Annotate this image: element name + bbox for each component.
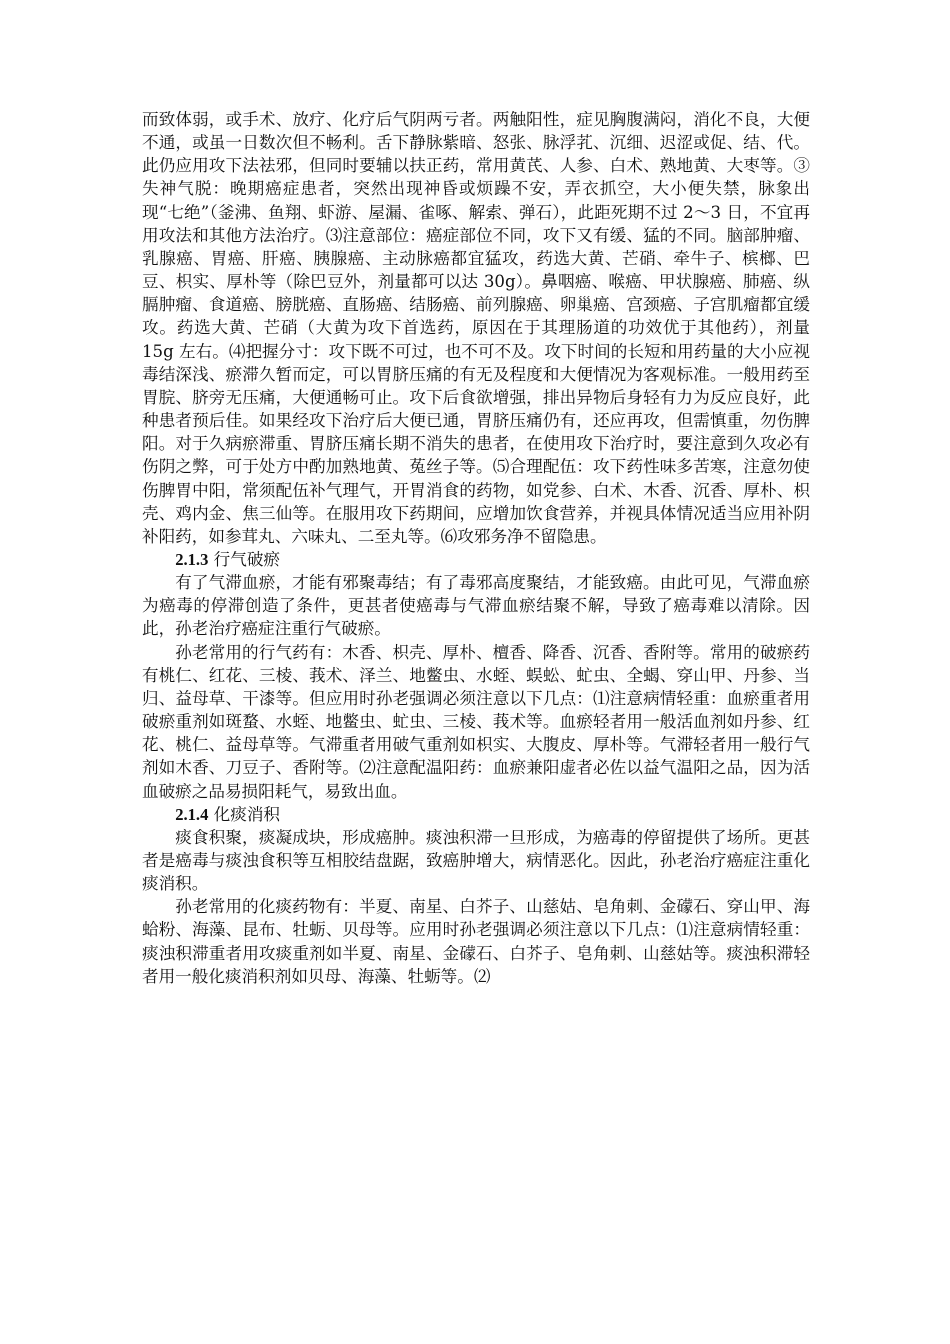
document-page: [142, 108, 810, 988]
paragraph-continued: 而致体弱，或手术、放疗、化疗后气阴两亏者。两触阳性，症见胸腹满闷，消化不良，大便不通，或虽一日数次但不畅利。舌下静脉紫暗、怒张、脉浮芤、沉细、迟涩或促、结、代。此仍应用攻下法祛邪，但同时要辅以扶正药，常用黄芪、人参、白术、熟地黄、大枣等。③失神气脱：晚期癌症患者，突然出现神昏或烦躁不安，弄衣抓空，大小便失禁，脉象出现“七绝”（釜沸、鱼翔、虾游、屋漏、雀啄、解索、弹石），此距死期不过 2～3 日，不宜再用攻法和其他方法治疗。⑶注意部位：癌症部位不同，攻下又有缓、猛的不同。脑部肿瘤、乳腺癌、胃癌、肝癌、胰腺癌、主动脉癌都宜猛攻，药选大黄、芒硝、牵牛子、槟榔、巴豆、枳实、厚朴等（除巴豆外，剂量都可以达 30g）。鼻咽癌、喉癌、甲状腺癌、肺癌、纵膈肿瘤、食道癌、膀胱癌、直肠癌、结肠癌、前列腺癌、卵巢癌、宫颈癌、子宫肌瘤都宜缓攻。药选大黄、芒硝（大黄为攻下首选药，原因在于其理肠道的功效优于其他药），剂量 15g 左右。⑷把握分寸：攻下既不可过，也不可不及。攻下时间的长短和用药量的大小应视毒结深浅、瘀滞久暂而定，可以胃脐压痛的有无及程度和大便情况为客观标准。一般用药至胃脘、脐旁无压痛，大便通畅可止。攻下后食欲增强，排出异物后身轻有力为反应良好，此种患者预后佳。如果经攻下治疗后大便已通，胃脐压痛仍有，还应再攻，但需慎重，勿伤脾阳。对于久病瘀滞重、胃脐压痛长期不消失的患者，在使用攻下治疗时，要注意到久攻必有伤阴之弊，可于处方中酌加熟地黄、菟丝子等。⑸合理配伍：攻下药性味多苦寒，注意勿使伤脾胃中阳，常须配伍补气理气，开胃消食的药物，如党参、白术、木香、沉香、厚朴、枳壳、鸡内金、焦三仙等。在服用攻下药期间，应增加饮食营养，并视具体情况适当应用补阴补阳药，如参茸丸、六味丸、二至丸等。⑹攻邪务净不留隐患。: [142, 110, 810, 546]
section-title: 化痰消积: [208, 804, 281, 824]
section-heading-2-1-3: [142, 548, 810, 571]
paragraph-qi-stagnation: 有了气滞血瘀，才能有邪聚毒结；有了毒邪高度聚结，才能致癌。由此可见，气滞血瘀为癌毒的停滞创造了条件，更甚者使癌毒与气滞血瘀结聚不解，导致了癌毒难以清除。因此，孙老治疗癌症注重行气破瘀。: [142, 573, 810, 639]
section-number: 2.1.3: [175, 549, 209, 569]
section-number: 2.1.4: [175, 804, 209, 824]
paragraph-phlegm: 痰食积聚，痰凝成块，形成癌肿。痰浊积滞一旦形成，为癌毒的停留提供了场所。更甚者是癌毒与痰浊食积等互相胶结盘踞，致癌肿增大，病情恶化。因此，孙老治疗癌症注重化痰消积。: [142, 827, 810, 894]
section-title: 行气破瘀: [208, 549, 281, 569]
paragraph-phlegm-herbs: 孙老常用的化痰药物有：半夏、南星、白芥子、山慈姑、皂角刺、金礞石、穿山甲、海蛤粉、海藻、昆布、牡蛎、贝母等。应用时孙老强调必须注意以下几点：⑴注意病情轻重：痰浊积滞重者用攻痰重剂如半夏、南星、金礞石、白芥子、皂角刺、山慈姑等。痰浊积滞轻者用一般化痰消积剂如贝母、海藻、牡蛎等。⑵: [142, 897, 810, 986]
paragraph-qi-herbs: 孙老常用的行气药有：木香、枳壳、厚朴、檀香、降香、沉香、香附等。常用的破瘀药有桃仁、红花、三棱、莪术、泽兰、地鳖虫、水蛭、蜈蚣、虻虫、全蝎、穿山甲、丹参、当归、益母草、干漆等。但应用时孙老强调必须注意以下几点：⑴注意病情轻重：血瘀重者用破瘀重剂如斑蝥、水蛭、地鳖虫、虻虫、三棱、莪术等。血瘀轻者用一般活血剂如丹参、红花、桃仁、益母草等。气滞重者用破气重剂如枳实、大腹皮、厚朴等。气滞轻者用一般行气剂如木香、刀豆子、香附等。⑵注意配温阳药：血瘀兼阳虚者必佐以益气温阳之品，因为活血破瘀之品易损阳耗气，易致出血。: [142, 642, 810, 801]
section-heading-2-1-4: [142, 803, 810, 826]
